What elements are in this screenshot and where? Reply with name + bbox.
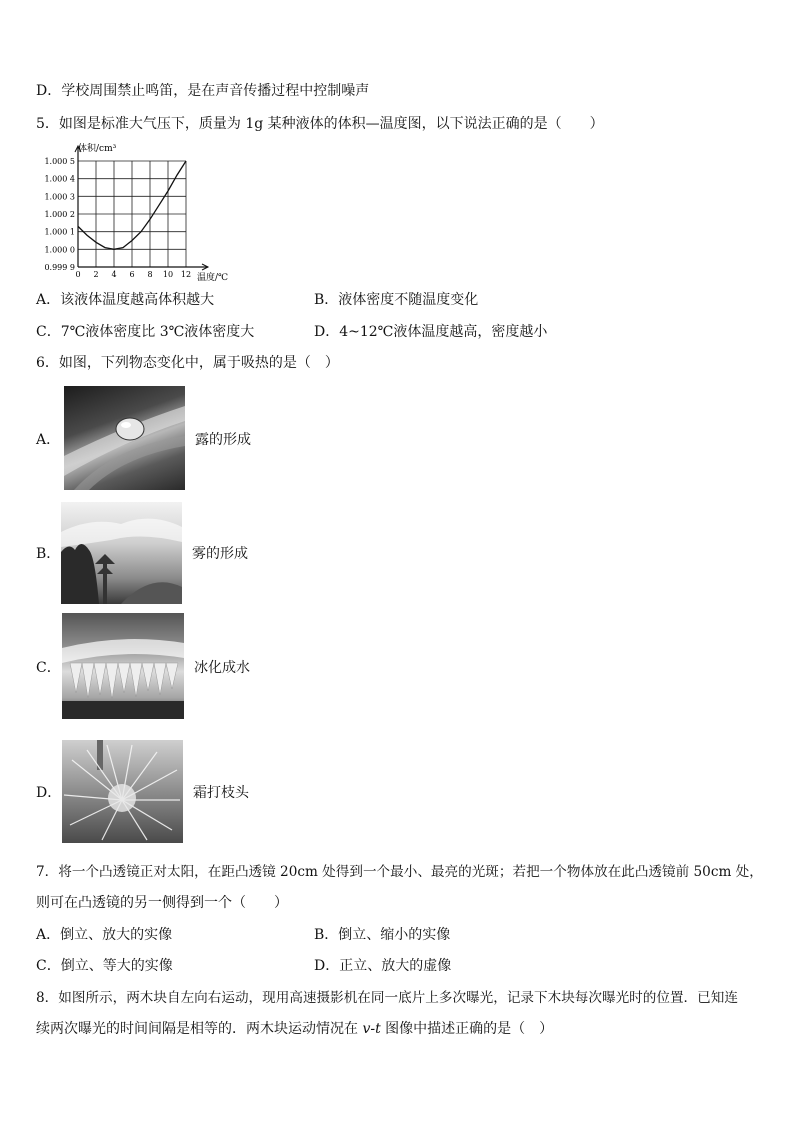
fog-over-pagoda-photo xyxy=(61,502,182,604)
q6-b-caption: 雾的形成 xyxy=(192,546,248,562)
x-tick-label: 12 xyxy=(180,270,192,279)
x-tick-label: 4 xyxy=(111,270,117,279)
y-tick-label: 1.000 0 xyxy=(44,245,75,255)
q5-option-b: B．液体密度不随温度变化 xyxy=(314,292,479,308)
y-tick-label: 1.000 5 xyxy=(44,157,75,166)
y-tick-label: 1.000 2 xyxy=(44,210,75,219)
frost-on-pine-photo xyxy=(62,740,183,843)
q5-option-a: A．该液体温度越高体积越大 xyxy=(36,292,215,308)
x-axis-label: 温度/℃ xyxy=(197,273,229,283)
q6-c-caption: 冰化成水 xyxy=(194,660,250,676)
q5-option-d: D．4~12℃液体温度越高，密度越小 xyxy=(314,324,548,340)
q7-option-c: C．倒立、等大的实像 xyxy=(36,958,173,974)
q7-stem-line1: 7．将一个凸透镜正对太阳，在距凸透镜 20cm 处得到一个最小、最亮的光斑；若把一个物体放在此凸透镜前 50cm 处， xyxy=(36,864,763,880)
q6-stem: 6．如图，下列物态变化中，属于吸热的是（ ） xyxy=(36,355,339,371)
q8-stem-line1: 8．如图所示，两木块自左向右运动，现用高速摄影机在同一底片上多次曝光，记录下木块每次曝光时的位置．已知连 xyxy=(36,990,738,1006)
q7-option-b: B．倒立、缩小的实像 xyxy=(314,927,451,943)
q8-line2-var: v-t xyxy=(362,1021,381,1037)
q6-d-caption: 霜打枝头 xyxy=(193,785,249,801)
q5-option-c: C．7℃液体密度比 3℃液体密度大 xyxy=(36,324,255,340)
q6-b-letter: B． xyxy=(36,546,61,562)
q8-line2-post: 图像中描述正确的是（ ） xyxy=(380,1021,554,1037)
q6-c-letter: C． xyxy=(36,660,61,676)
q7-stem-line2: 则可在凸透镜的另一侧得到一个（ ） xyxy=(36,895,288,911)
q6-d-letter: D． xyxy=(36,785,62,801)
y-tick-label: 0.999 9 xyxy=(44,263,75,272)
y-tick-label: 1.000 4 xyxy=(44,174,75,184)
x-tick-label: 0 xyxy=(75,270,81,279)
y-tick-label: 1.000 1 xyxy=(44,227,75,237)
x-tick-label: 6 xyxy=(129,270,135,279)
x-tick-label: 8 xyxy=(147,270,153,279)
q7-option-d: D．正立、放大的虚像 xyxy=(314,958,452,974)
q6-a-letter: A． xyxy=(36,432,61,448)
x-tick-label: 10 xyxy=(162,270,174,279)
melting-ice-photo xyxy=(62,613,184,719)
volume-temperature-chart xyxy=(40,143,250,283)
q7-option-a: A．倒立、放大的实像 xyxy=(36,927,173,943)
q8-stem-line2 xyxy=(36,1019,553,1039)
q5-stem: 5．如图是标准大气压下，质量为 1g 某种液体的体积—温度图，以下说法正确的是（ ） xyxy=(36,116,604,132)
x-tick-label: 2 xyxy=(93,270,99,279)
q4-option-d: D．学校周围禁止鸣笛，是在声音传播过程中控制噪声 xyxy=(36,83,370,99)
q8-line2-pre: 续两次曝光的时间间隔是相等的．两木块运动情况在 xyxy=(36,1021,363,1037)
y-tick-label: 1.000 3 xyxy=(44,192,75,202)
y-axis-label: 体积/cm³ xyxy=(78,144,117,154)
q6-a-caption: 露的形成 xyxy=(195,432,251,448)
dew-on-leaf-photo xyxy=(64,386,185,490)
